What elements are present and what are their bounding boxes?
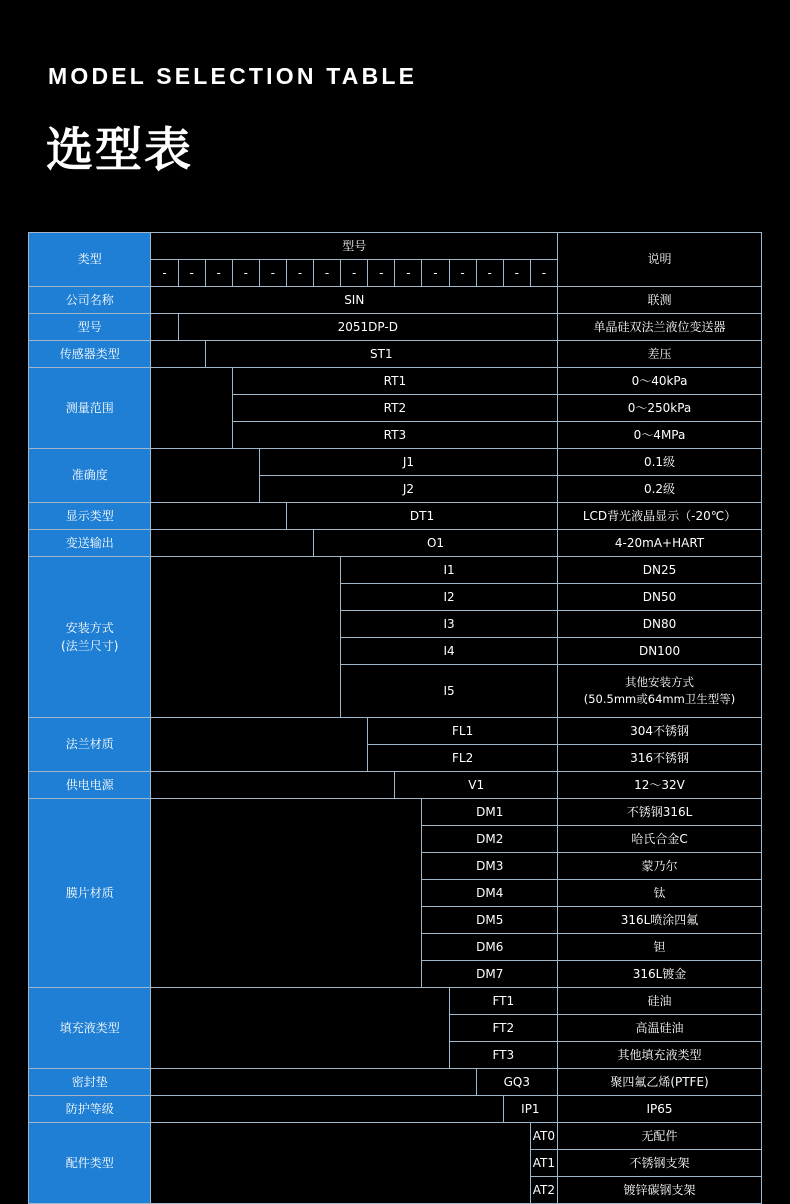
header-desc-label: 说明: [558, 233, 762, 287]
row-label-gasket: 密封垫: [29, 1069, 151, 1096]
row-code-v1: V1: [395, 772, 558, 799]
dash-cell: -: [476, 260, 503, 287]
row-code-ft1: FT1: [449, 988, 558, 1015]
row-desc-i1: DN25: [558, 557, 762, 584]
table-row: [29, 1096, 762, 1123]
install-label-line1: 安装方式: [65, 621, 114, 635]
row-desc-dm4: 钛: [558, 880, 762, 907]
row-code-fl1: FL1: [368, 718, 558, 745]
table-row: [29, 1069, 762, 1096]
row-code-dm6: DM6: [422, 934, 558, 961]
row-desc-j2: 0.2级: [558, 476, 762, 503]
row-code-i1: I1: [341, 557, 558, 584]
row-desc-fl1: 304不锈钢: [558, 718, 762, 745]
dash-cell: -: [151, 260, 178, 287]
row-code-dm1: DM1: [422, 799, 558, 826]
row-code-dt1: DT1: [286, 503, 557, 530]
dash-cell: -: [314, 260, 341, 287]
model-selection-table: [28, 232, 762, 1204]
row-code-dm3: DM3: [422, 853, 558, 880]
spacer-cell: [151, 1096, 503, 1123]
table-row: [29, 287, 762, 314]
row-label-power-supply: 供电电源: [29, 772, 151, 799]
row-desc-i4: DN100: [558, 638, 762, 665]
spacer-cell: [151, 449, 259, 503]
row-code-gq3: GQ3: [476, 1069, 557, 1096]
spacer-cell: [151, 718, 368, 772]
row-code-dm4: DM4: [422, 880, 558, 907]
table-row: [29, 314, 762, 341]
row-code-at1: AT1: [530, 1150, 557, 1177]
row-desc-ft1: 硅油: [558, 988, 762, 1015]
spacer-cell: [151, 314, 178, 341]
spacer-cell: [151, 530, 314, 557]
row-label-fill-fluid: 填充液类型: [29, 988, 151, 1069]
row-code-dm5: DM5: [422, 907, 558, 934]
row-desc-model: 单晶硅双法兰液位变送器: [558, 314, 762, 341]
row-code-j2: J2: [259, 476, 557, 503]
row-code-i5: I5: [341, 665, 558, 718]
table-row: [29, 799, 762, 826]
table-row: [29, 341, 762, 368]
dash-cell: -: [449, 260, 476, 287]
row-label-measuring-range: 测量范围: [29, 368, 151, 449]
row-desc-rt2: 0～250kPa: [558, 395, 762, 422]
row-code-ft3: FT3: [449, 1042, 558, 1069]
row-label-output: 变送输出: [29, 530, 151, 557]
dash-cell: -: [259, 260, 286, 287]
row-code-ft2: FT2: [449, 1015, 558, 1042]
table-row: [29, 1123, 762, 1150]
row-code-rt1: RT1: [232, 368, 557, 395]
row-desc-rt3: 0～4MPa: [558, 422, 762, 449]
install-other-line2: (50.5mm或64mm卫生型等): [583, 692, 736, 706]
dash-cell: -: [232, 260, 259, 287]
row-label-sensor-type: 传感器类型: [29, 341, 151, 368]
table-row: [29, 557, 762, 584]
row-code-fl2: FL2: [368, 745, 558, 772]
install-label-line2: (法兰尺寸): [61, 639, 119, 653]
spacer-cell: [151, 1123, 530, 1204]
row-desc-v1: 12～32V: [558, 772, 762, 799]
dash-cell: -: [422, 260, 449, 287]
dash-cell: -: [341, 260, 368, 287]
row-code-ip1: IP1: [503, 1096, 557, 1123]
dash-cell: -: [503, 260, 530, 287]
table-row: [29, 988, 762, 1015]
row-code-sensor-type: ST1: [205, 341, 557, 368]
dash-cell: -: [286, 260, 313, 287]
spacer-cell: [151, 988, 449, 1069]
row-desc-at2: 镀锌碳钢支架: [558, 1177, 762, 1204]
table-row: [29, 530, 762, 557]
row-desc-ip1: IP65: [558, 1096, 762, 1123]
header-model-label: 型号: [151, 233, 558, 260]
table-header-row: [29, 233, 762, 260]
row-desc-dm6: 钽: [558, 934, 762, 961]
row-label-model: 型号: [29, 314, 151, 341]
row-label-diaphragm-material: 膜片材质: [29, 799, 151, 988]
row-label-install: [29, 557, 151, 718]
row-desc-j1: 0.1级: [558, 449, 762, 476]
row-desc-dm3: 蒙乃尔: [558, 853, 762, 880]
row-code-i2: I2: [341, 584, 558, 611]
row-desc-rt1: 0～40kPa: [558, 368, 762, 395]
row-label-display-type: 显示类型: [29, 503, 151, 530]
spacer-cell: [151, 368, 232, 449]
row-desc-dm5: 316L喷涂四氟: [558, 907, 762, 934]
row-label-flange-material: 法兰材质: [29, 718, 151, 772]
row-desc-ft3: 其他填充液类型: [558, 1042, 762, 1069]
row-label-accuracy: 准确度: [29, 449, 151, 503]
spacer-cell: [151, 557, 341, 718]
row-code-i3: I3: [341, 611, 558, 638]
row-code-o1: O1: [314, 530, 558, 557]
dash-cell: -: [395, 260, 422, 287]
header-type-label: 类型: [29, 233, 151, 287]
spacer-cell: [151, 503, 286, 530]
row-desc-dm1: 不锈钢316L: [558, 799, 762, 826]
row-desc-i2: DN50: [558, 584, 762, 611]
row-label-company: 公司名称: [29, 287, 151, 314]
page-title-chinese: 选型表: [46, 123, 193, 178]
dash-cell: -: [205, 260, 232, 287]
row-label-protection-class: 防护等级: [29, 1096, 151, 1123]
row-code-at0: AT0: [530, 1123, 557, 1150]
row-desc-at1: 不锈钢支架: [558, 1150, 762, 1177]
row-code-rt2: RT2: [232, 395, 557, 422]
row-desc-fl2: 316不锈钢: [558, 745, 762, 772]
table-row: [29, 368, 762, 395]
spacer-cell: [151, 1069, 476, 1096]
row-code-rt3: RT3: [232, 422, 557, 449]
row-code-dm7: DM7: [422, 961, 558, 988]
install-other-line1: 其他安装方式: [625, 675, 695, 690]
row-desc-gq3: 聚四氟乙烯(PTFE): [558, 1069, 762, 1096]
table-row: [29, 772, 762, 799]
row-desc-sensor-type: 差压: [558, 341, 762, 368]
dash-cell: -: [178, 260, 205, 287]
page-title-english: MODEL SELECTION TABLE: [48, 63, 418, 89]
row-code-dm2: DM2: [422, 826, 558, 853]
row-desc-dt1: LCD背光液晶显示（-20℃）: [558, 503, 762, 530]
row-desc-dm2: 哈氏合金C: [558, 826, 762, 853]
spacer-cell: [151, 799, 422, 988]
row-code-at2: AT2: [530, 1177, 557, 1204]
dash-cell: -: [368, 260, 395, 287]
table-row: [29, 718, 762, 745]
dash-cell: -: [530, 260, 557, 287]
row-desc-company: 联测: [558, 287, 762, 314]
spacer-cell: [151, 341, 205, 368]
row-code-model: 2051DP-D: [178, 314, 557, 341]
table-row: [29, 449, 762, 476]
table-row: [29, 503, 762, 530]
row-desc-ft2: 高温硅油: [558, 1015, 762, 1042]
row-code-company: SIN: [151, 287, 558, 314]
row-desc-at0: 无配件: [558, 1123, 762, 1150]
row-desc-i5: [558, 665, 762, 718]
row-code-i4: I4: [341, 638, 558, 665]
row-code-j1: J1: [259, 449, 557, 476]
spacer-cell: [151, 772, 395, 799]
row-desc-dm7: 316L镀金: [558, 961, 762, 988]
row-label-accessory: 配件类型: [29, 1123, 151, 1204]
row-desc-o1: 4-20mA+HART: [558, 530, 762, 557]
row-desc-i3: DN80: [558, 611, 762, 638]
